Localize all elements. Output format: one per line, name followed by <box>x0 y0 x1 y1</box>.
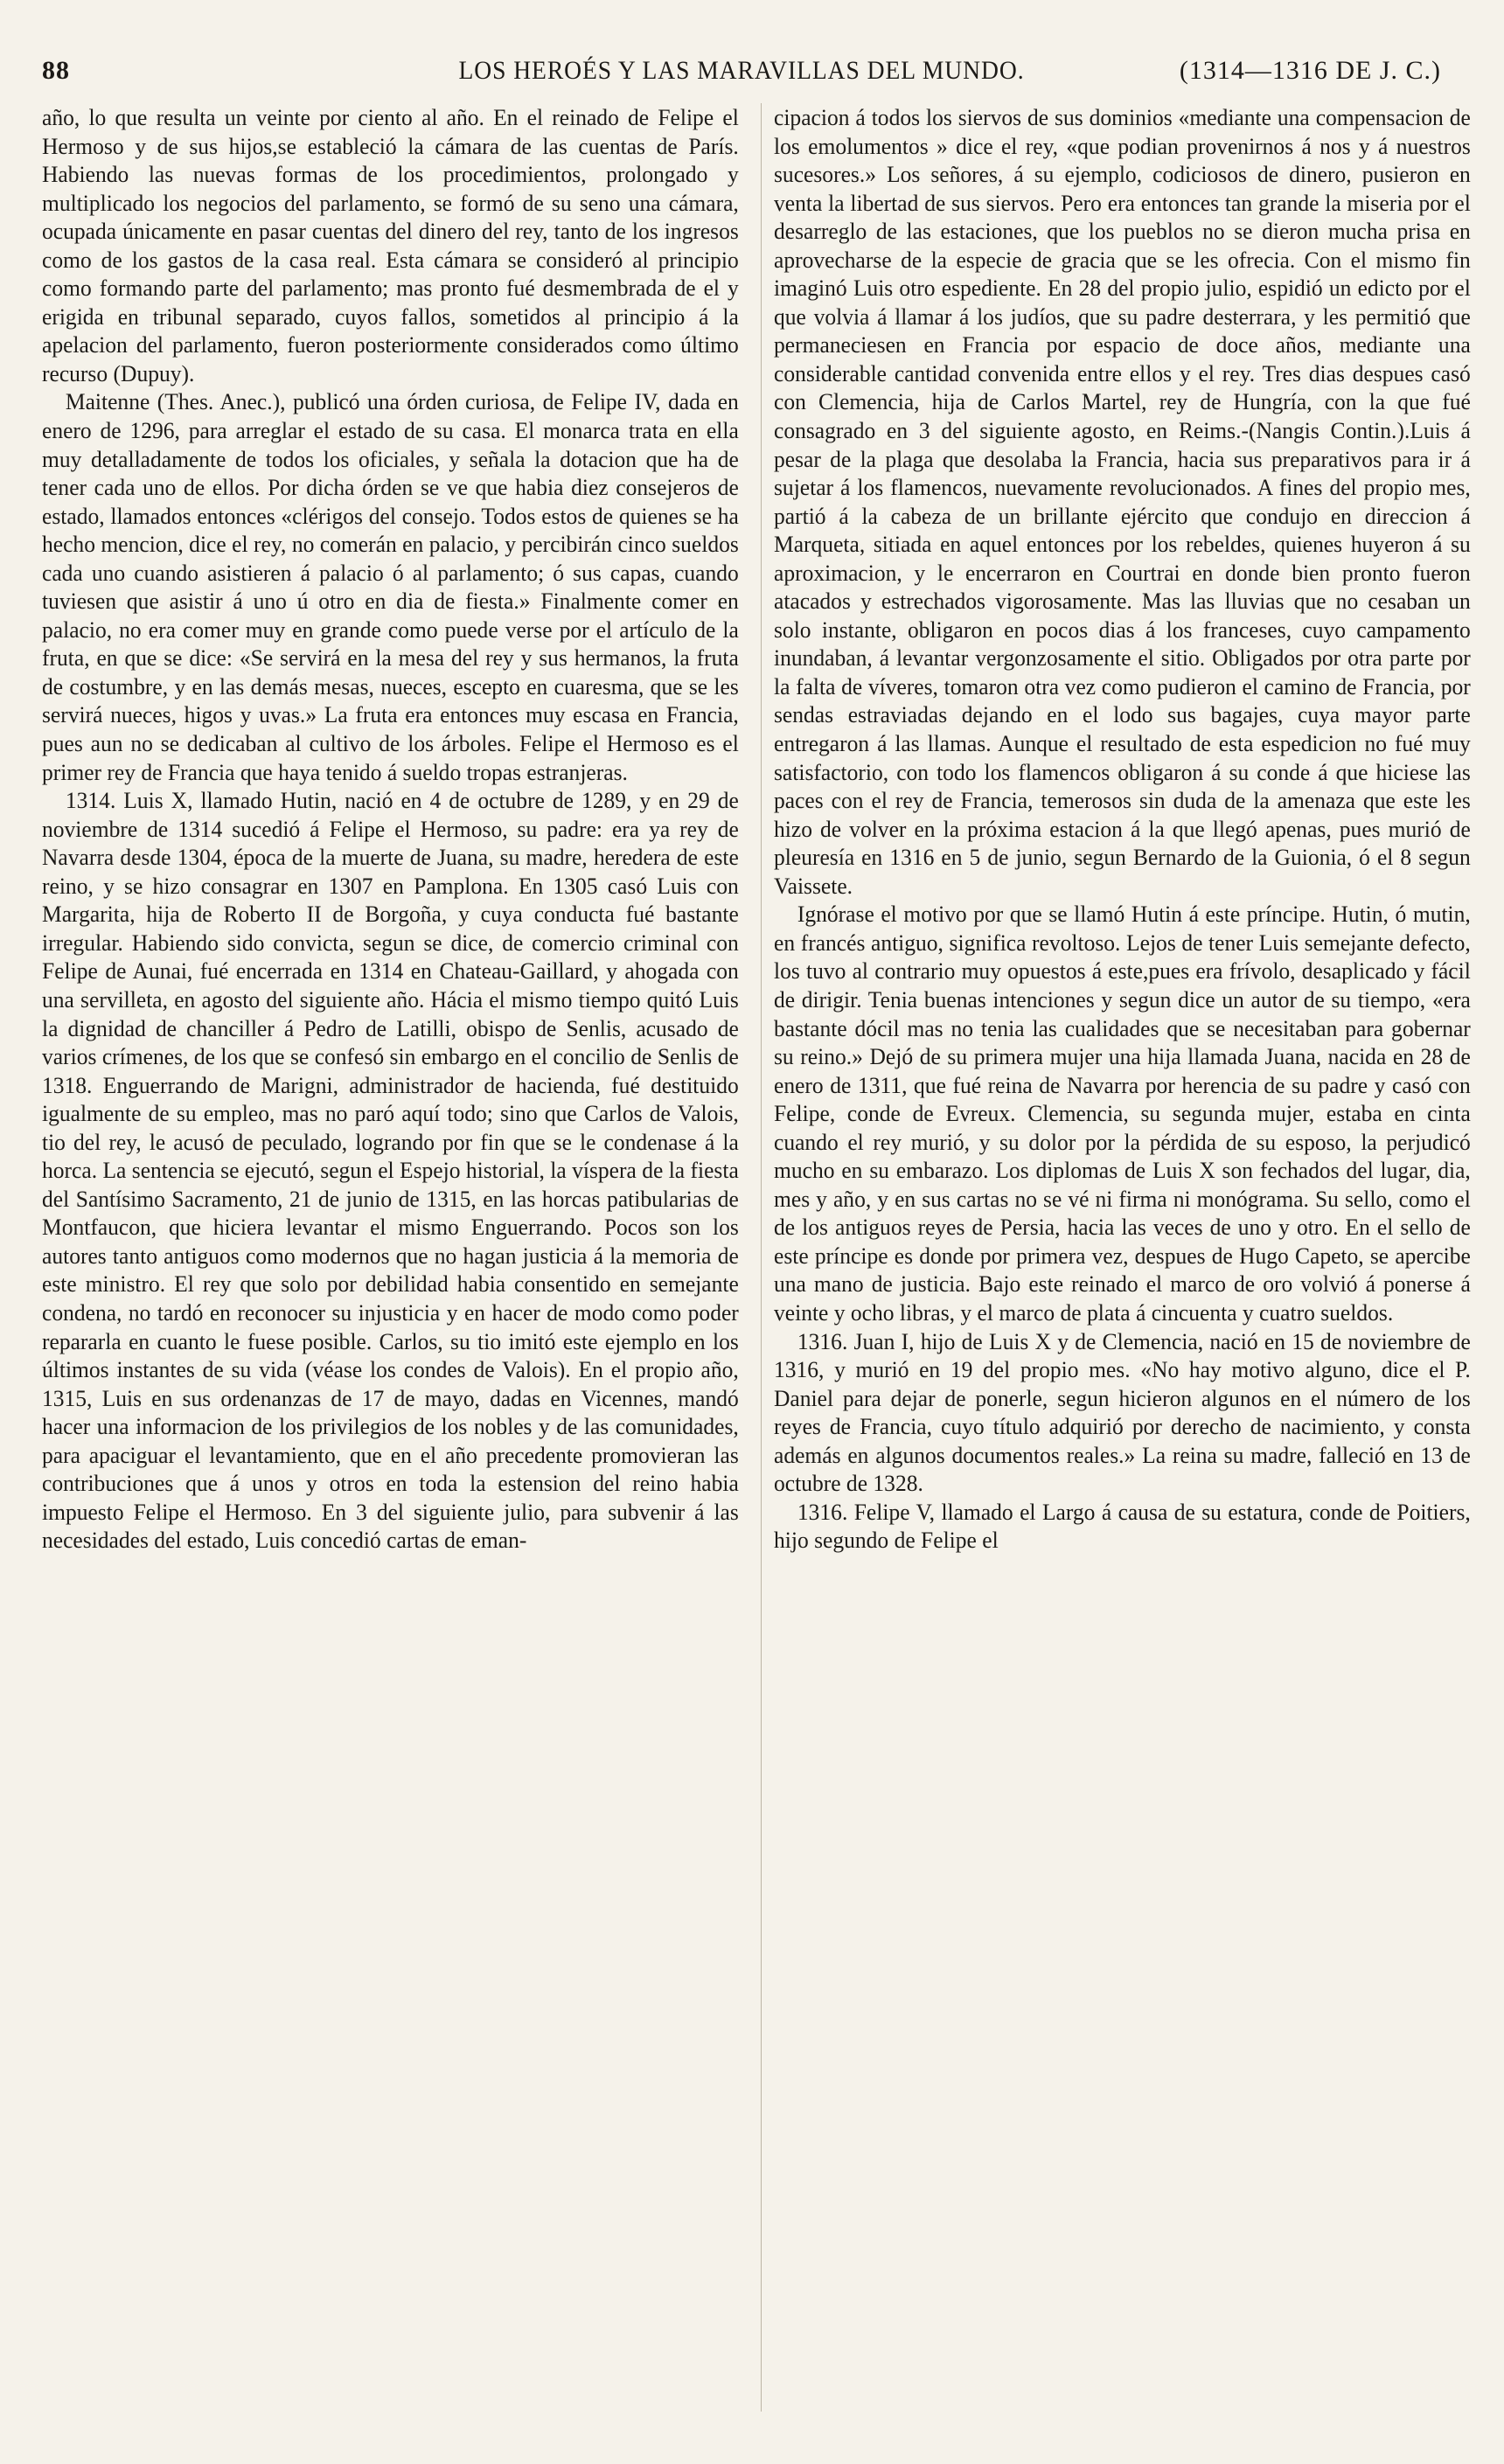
paragraph-left-2: Maitenne (Thes. Anec.), publicó una órden curiosa, de Felipe IV, dada en enero de 1296, para arreglar el estado de su casa. El monarca trata en ella muy detalladamente de todos los oficiales, y señala la dotacion que ha de tener cada uno de ellos. Por dicha órden se ve que habia diez consejeros de estado, llamados entonces «clérigos del consejo. Todos estos de quienes se ha hecho mencion, dice el rey, no comerán en palacio, y percibirán cinco sueldos cada uno cuando asistieren á palacio ó al parlamento; ó sus capas, cuando tuviesen que asistir á uno ú otro en dia de fiesta.» Finalmente comer en palacio, no era comer muy en grande como puede verse por el artículo de la fruta, en que se dice: «Se servirá en la mesa del rey y sus hermanos, la fruta de costumbre, y en las demás mesas, nueces, escepto en cuaresma, que se les servirá nueces, higos y uvas.» La fruta era entonces muy escasa en Francia, pues aun no se dedicaban al cultivo de los árboles. Felipe el Hermoso es el primer rey de Francia que haya tenido á sueldo tropas estranjeras. <box>42 388 739 785</box>
paragraph-right-1: cipacion á todos los siervos de sus dominios «mediante una compensacion de los emolumentos » dice el rey, «que podian provenirnos á nos y á nuestros sucesores.» Los señores, á su ejemplo, codiciosos de dinero, pusieron en venta la libertad de sus siervos. Pero era entonces tan grande la miseria por el desarreglo de las estaciones, que los pueblos no se dieron mucha prisa en aprovecharse de la especie de gracia que se les ofrecia. Con el mismo fin imaginó Luis otro espediente. En 28 del propio julio, espidió un edicto por el que volvia á llamar á los judíos, que su padre desterrara, y les permitió que permaneciesen en Francia por espacio de doce años, mediante una considerable cantidad convenida entre ellos y el rey. Tres dias despues casó con Clemencia, hija de Carlos Martel, rey de Hungría, con la que fué consagrado en 3 del siguiente agosto, en Reims.-(Nangis Contin.).Luis á pesar de la plaga que desolaba la Francia, hacia sus preparativos para ir á sujetar á los flamencos, nuevamente revolucionados. A fines del propio mes, partió á la cabeza de un brillante ejército que condujo en direccion á Marqueta, sitiada en aquel entonces por los rebeldes, quienes huyeron á su aproximacion, y le encerraron en Courtrai en donde bien pronto fueron atacados y estrechados vigorosamente. Mas las lluvias que no cesaban un solo instante, obligaron en pocos dias á los franceses, cuyo campamento inundaban, á levantar vergonzosamente el sitio. Obligados por otra parte por la falta de víveres, tomaron otra vez como pudieron el camino de Francia, por sendas estraviadas dejando en el lodo sus bagajes, cuya mayor parte entregaron á las llamas. Aunque el resultado de esta espedicion no fué muy satisfactorio, con todo los flamencos obligaron á su conde á que hiciese las paces con el rey de Francia, temerosos sin duda de la amenaza que este les hizo de volver en la próxima estacion á la que llegó apenas, pues murió de pleuresía en 1316 en 5 de junio, segun Bernardo de la Guionia, ó el 8 segun Vaissete. <box>774 104 1471 899</box>
paragraph-right-4: 1316. Felipe V, llamado el Largo á causa de su estatura, conde de Poitiers, hijo segundo de Felipe el <box>774 1498 1471 1554</box>
paragraph-left-1: año, lo que resulta un veinte por ciento al año. En el reinado de Felipe el Hermoso y de sus hijos,se estableció la cámara de las cuentas de París. Habiendo las nuevas formas de los procedimientos, prolongado y multiplicado los negocios del parlamento, se formó de su seno una cámara, ocupada únicamente en pasar cuentas del dinero del rey, tanto de los ingresos como de los gastos de la casa real. Esta cámara se consideró al principio como formando parte del parlamento; mas pronto fué desmembrada de el y erigida en tribunal separado, cuyos fallos, sometidos al principio á la apelacion del parlamento, fueron posteriormente considerados como último recurso (Dupuy). <box>42 104 739 386</box>
right-column <box>774 103 1471 2429</box>
running-title: LOS HEROÉS Y LAS MARAVILLAS DEL MUNDO. <box>458 56 1025 85</box>
paragraph-left-3: 1314. Luis X, llamado Hutin, nació en 4 de octubre de 1289, y en 29 de noviembre de 1314 sucedió á Felipe el Hermoso, su padre: era ya rey de Navarra desde 1304, época de la muerte de Juana, su madre, heredera de este reino, y se hizo consagrar en 1307 en Pamplona. En 1305 casó Luis con Margarita, hija de Roberto II de Borgoña, y cuya conducta fué bastante irregular. Habiendo sido convicta, segun se dice, de comercio criminal con Felipe de Aunai, fué encerrada en 1314 en Chateau-Gaillard, y ahogada con una servilleta, en agosto del siguiente año. Hácia el mismo tiempo quitó Luis la dignidad de chanciller á Pedro de Latilli, obispo de Senlis, acusado de varios crímenes, de los que se confesó sin embargo en el concilio de Senlis de 1318. Enguerrando de Marigni, administrador de hacienda, fué destituido igualmente de su empleo, mas no paró aquí todo; sino que Carlos de Valois, tio del rey, le acusó de peculado, logrando por fin que se le condenase á la horca. La sentencia se ejecutó, segun el Espejo historial, la víspera de la fiesta del Santísimo Sacramento, 21 de junio de 1315, en las horcas patibularias de Montfaucon, que hiciera levantar el mismo Enguerrando. Pocos son los autores tanto antiguos como modernos que no hagan justicia á la memoria de este ministro. El rey que solo por debilidad habia consentido en semejante condena, no tardó en reconocer su injusticia y en hacer de modo como poder repararla en cuanto le fuese posible. Carlos, su tio imitó este ejemplo en los últimos instantes de su vida (véase los condes de Valois). En el propio año, 1315, Luis en sus ordenanzas de 17 de mayo, dadas en Vicennes, mandó hacer una informacion de los privilegios de los nobles y de las comunidades, para apaciguar el levantamiento, que en el año precedente promovieran las contribuciones que á unos y otros en toda la estension del reino habia impuesto Felipe el Hermoso. En 3 del siguiente julio, para subvenir á las necesidades del estado, Luis concedió cartas de eman- <box>42 787 739 1554</box>
column-divider <box>761 103 762 2412</box>
page-number: 88 <box>42 56 70 85</box>
paragraph-right-3: 1316. Juan I, hijo de Luis X y de Clemencia, nació en 15 de noviembre de 1316, y murió en 19 del propio mes. «No hay motivo alguno, dice el P. Daniel para dejar de ponerle, segun hicieron algunos en el número de los reyes de Francia, cuyo título adquirió por derecho de nacimiento, y consta además en algunos documentos reales.» La reina su madre, falleció en 13 de octubre de 1328. <box>774 1327 1471 1497</box>
left-column <box>42 103 739 2429</box>
running-header <box>42 49 1441 94</box>
date-range: (1314—1316 DE J. C.) <box>1179 56 1441 85</box>
paragraph-right-2: Ignórase el motivo por que se llamó Hutin á este príncipe. Hutin, ó mutin, en francés antiguo, significa revoltoso. Lejos de tener Luis semejante defecto, los tuvo al contrario muy opuestos á este,pues era frívolo, desaplicado y fácil de dirigir. Tenia buenas intenciones y segun dice un autor de su tiempo, «era bastante dócil mas no tenia las cualidades que se necesitaban para gobernar su reino.» Dejó de su primera mujer una hija llamada Juana, nacida en 28 de enero de 1311, que fué reina de Navarra por herencia de su padre y casó con Felipe, conde de Evreux. Clemencia, su segunda mujer, estaba en cinta cuando el rey murió, y su dolor por la pérdida de su esposo, la perjudicó mucho en su embarazo. Los diplomas de Luis X son fechados del lugar, dia, mes y año, y en sus cartas no se vé ni firma ni monógrama. Su sello, como el de los antiguos reyes de Persia, hacia las veces de uno y otro. En el sello de este príncipe es donde por primera vez, despues de Hugo Capeto, se apercibe una mano de justicia. Bajo este reinado el marco de oro volvió á ponerse á veinte y ocho libras, y el marco de plata á cincuenta y cuatro sueldos. <box>774 901 1471 1326</box>
